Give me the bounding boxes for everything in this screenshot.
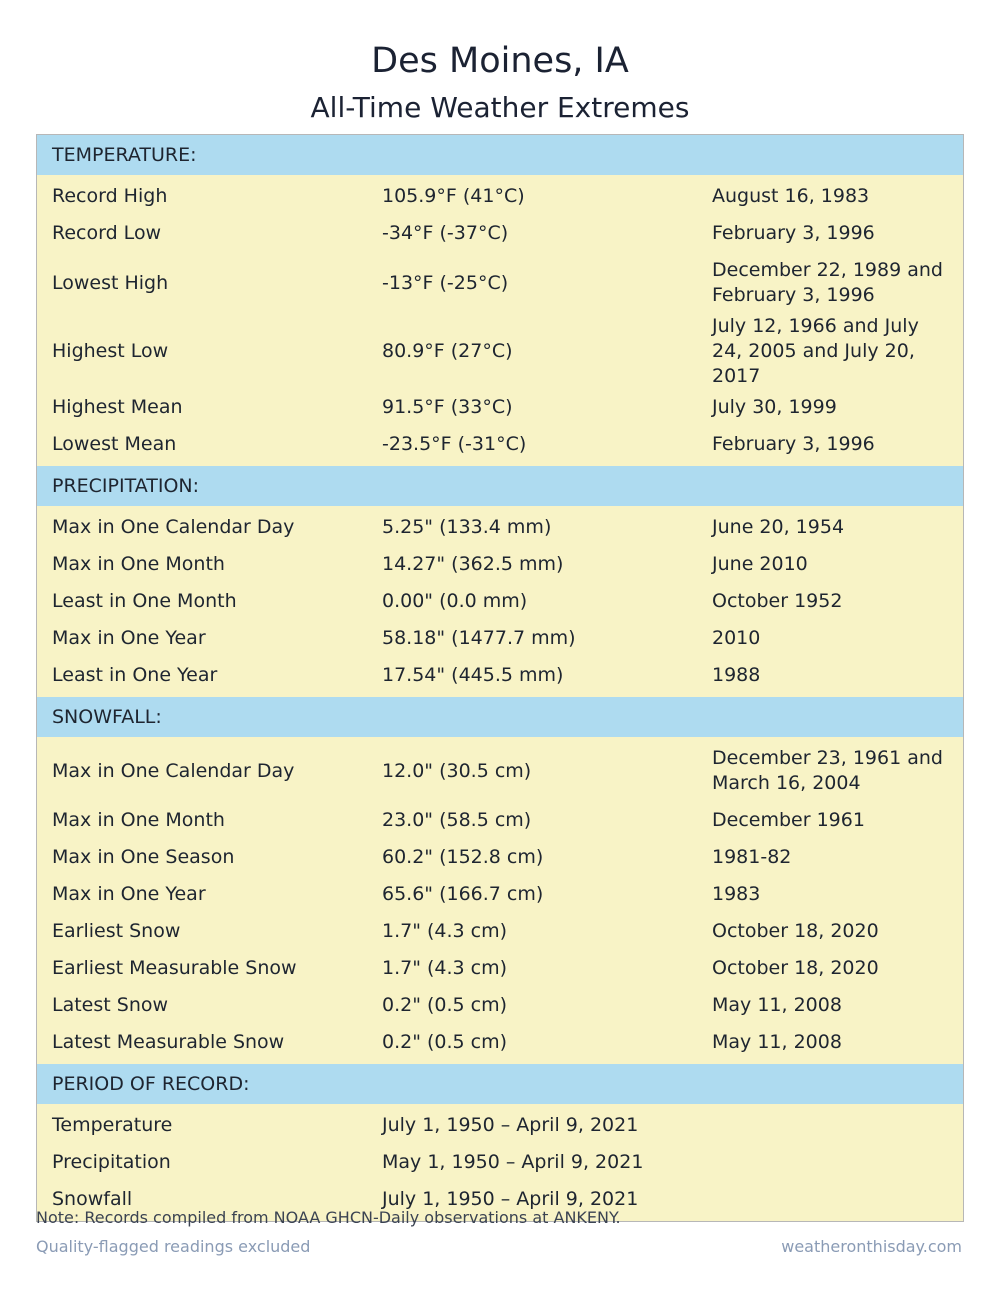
table-row <box>37 215 963 252</box>
record-date: June 2010 <box>712 553 808 575</box>
table-row <box>37 802 963 839</box>
section-temperature <box>37 135 963 466</box>
record-value: 14.27" (362.5 mm) <box>382 553 564 575</box>
record-label: Snowfall <box>52 1188 133 1210</box>
record-label: Least in One Month <box>52 590 237 612</box>
record-label: Temperature <box>52 1114 173 1136</box>
record-value: 0.2" (0.5 cm) <box>382 994 508 1016</box>
record-date: 2010 <box>712 627 761 649</box>
record-value: May 1, 1950 – April 9, 2021 <box>382 1151 644 1173</box>
record-date: December 23, 1961 and March 16, 2004 <box>712 747 943 794</box>
section-precipitation <box>37 466 963 697</box>
record-value: 91.5°F (33°C) <box>382 396 513 418</box>
record-value: 12.0" (30.5 cm) <box>382 759 532 782</box>
table-row <box>37 314 963 389</box>
record-label: Lowest High <box>52 271 169 294</box>
section-body <box>37 175 963 466</box>
table-row <box>37 913 963 950</box>
table-row <box>37 876 963 913</box>
record-date: 1981-82 <box>712 846 792 868</box>
table-row <box>37 252 963 314</box>
table-row <box>37 620 963 657</box>
source-note: Note: Records compiled from NOAA GHCN-Daily observations at ANKENY. <box>36 1208 621 1227</box>
record-date: February 3, 1996 <box>712 222 875 244</box>
section-header: PRECIPITATION: <box>37 466 963 506</box>
record-label: Max in One Month <box>52 809 225 831</box>
record-value: -34°F (-37°C) <box>382 222 509 244</box>
record-date: August 16, 1983 <box>712 185 870 207</box>
record-value: 23.0" (58.5 cm) <box>382 809 532 831</box>
record-value: 1.7" (4.3 cm) <box>382 957 508 979</box>
record-label: Least in One Year <box>52 664 218 686</box>
table-row <box>37 987 963 1024</box>
section-body <box>37 1104 963 1221</box>
source-website: weatheronthisday.com <box>781 1237 962 1256</box>
record-label: Max in One Year <box>52 627 206 649</box>
record-date: 1988 <box>712 664 761 686</box>
record-value: July 1, 1950 – April 9, 2021 <box>382 1114 639 1136</box>
table-row <box>37 583 963 620</box>
section-body <box>37 737 963 1064</box>
record-label: Highest Low <box>52 340 169 362</box>
record-value: 60.2" (152.8 cm) <box>382 846 544 868</box>
table-row <box>37 509 963 546</box>
record-date: October 18, 2020 <box>712 957 879 979</box>
record-value: 17.54" (445.5 mm) <box>382 664 564 686</box>
record-date: October 1952 <box>712 590 843 612</box>
record-label: Max in One Year <box>52 883 206 905</box>
record-value: 0.00" (0.0 mm) <box>382 590 528 612</box>
record-label: Precipitation <box>52 1151 171 1173</box>
record-date: May 11, 2008 <box>712 994 842 1016</box>
record-value: -23.5°F (-31°C) <box>382 433 527 455</box>
section-header: SNOWFALL: <box>37 697 963 737</box>
record-label: Latest Snow <box>52 994 169 1016</box>
record-value: -13°F (-25°C) <box>382 271 509 294</box>
record-date: June 20, 1954 <box>712 516 845 538</box>
record-date: October 18, 2020 <box>712 920 879 942</box>
record-date: 1983 <box>712 883 761 905</box>
table-row <box>37 1024 963 1061</box>
record-label: Record Low <box>52 222 162 244</box>
record-label: Lowest Mean <box>52 433 177 455</box>
record-date: December 1961 <box>712 809 865 831</box>
record-label: Latest Measurable Snow <box>52 1031 285 1053</box>
page-subtitle: All-Time Weather Extremes <box>310 91 690 124</box>
record-date: July 30, 1999 <box>712 396 837 418</box>
record-date: July 12, 1966 and July 24, 2005 and July 20, 2017 <box>712 315 919 387</box>
record-label: Highest Mean <box>52 396 183 418</box>
record-label: Max in One Calendar Day <box>52 759 295 782</box>
record-value: 1.7" (4.3 cm) <box>382 920 508 942</box>
table-row <box>37 1144 963 1181</box>
table-row <box>37 1107 963 1144</box>
record-label: Earliest Snow <box>52 920 181 942</box>
table-row <box>37 178 963 215</box>
records-table <box>36 134 964 1222</box>
record-label: Max in One Month <box>52 553 225 575</box>
table-row <box>37 657 963 694</box>
section-header: TEMPERATURE: <box>37 135 963 175</box>
record-value: 0.2" (0.5 cm) <box>382 1031 508 1053</box>
section-period-of-record <box>37 1064 963 1221</box>
record-date: May 11, 2008 <box>712 1031 842 1053</box>
section-body <box>37 506 963 697</box>
table-row <box>37 839 963 876</box>
record-label: Record High <box>52 185 168 207</box>
record-label: Max in One Season <box>52 846 235 868</box>
record-date: December 22, 1989 and February 3, 1996 <box>712 259 943 306</box>
table-row <box>37 426 963 463</box>
record-value: 105.9°F (41°C) <box>382 185 525 207</box>
table-row <box>37 950 963 987</box>
record-value: 80.9°F (27°C) <box>382 340 513 362</box>
page-title: Des Moines, IA <box>371 41 629 81</box>
record-value: 5.25" (133.4 mm) <box>382 516 552 538</box>
record-value: 58.18" (1477.7 mm) <box>382 627 576 649</box>
section-header: PERIOD OF RECORD: <box>37 1064 963 1104</box>
table-row <box>37 740 963 802</box>
record-label: Earliest Measurable Snow <box>52 957 297 979</box>
quality-disclaimer: Quality-flagged readings excluded <box>36 1237 311 1256</box>
record-label: Max in One Calendar Day <box>52 516 295 538</box>
section-snowfall <box>37 697 963 1064</box>
record-value: July 1, 1950 – April 9, 2021 <box>382 1188 639 1210</box>
table-row <box>37 389 963 426</box>
record-value: 65.6" (166.7 cm) <box>382 883 544 905</box>
record-date: February 3, 1996 <box>712 433 875 455</box>
table-row <box>37 546 963 583</box>
